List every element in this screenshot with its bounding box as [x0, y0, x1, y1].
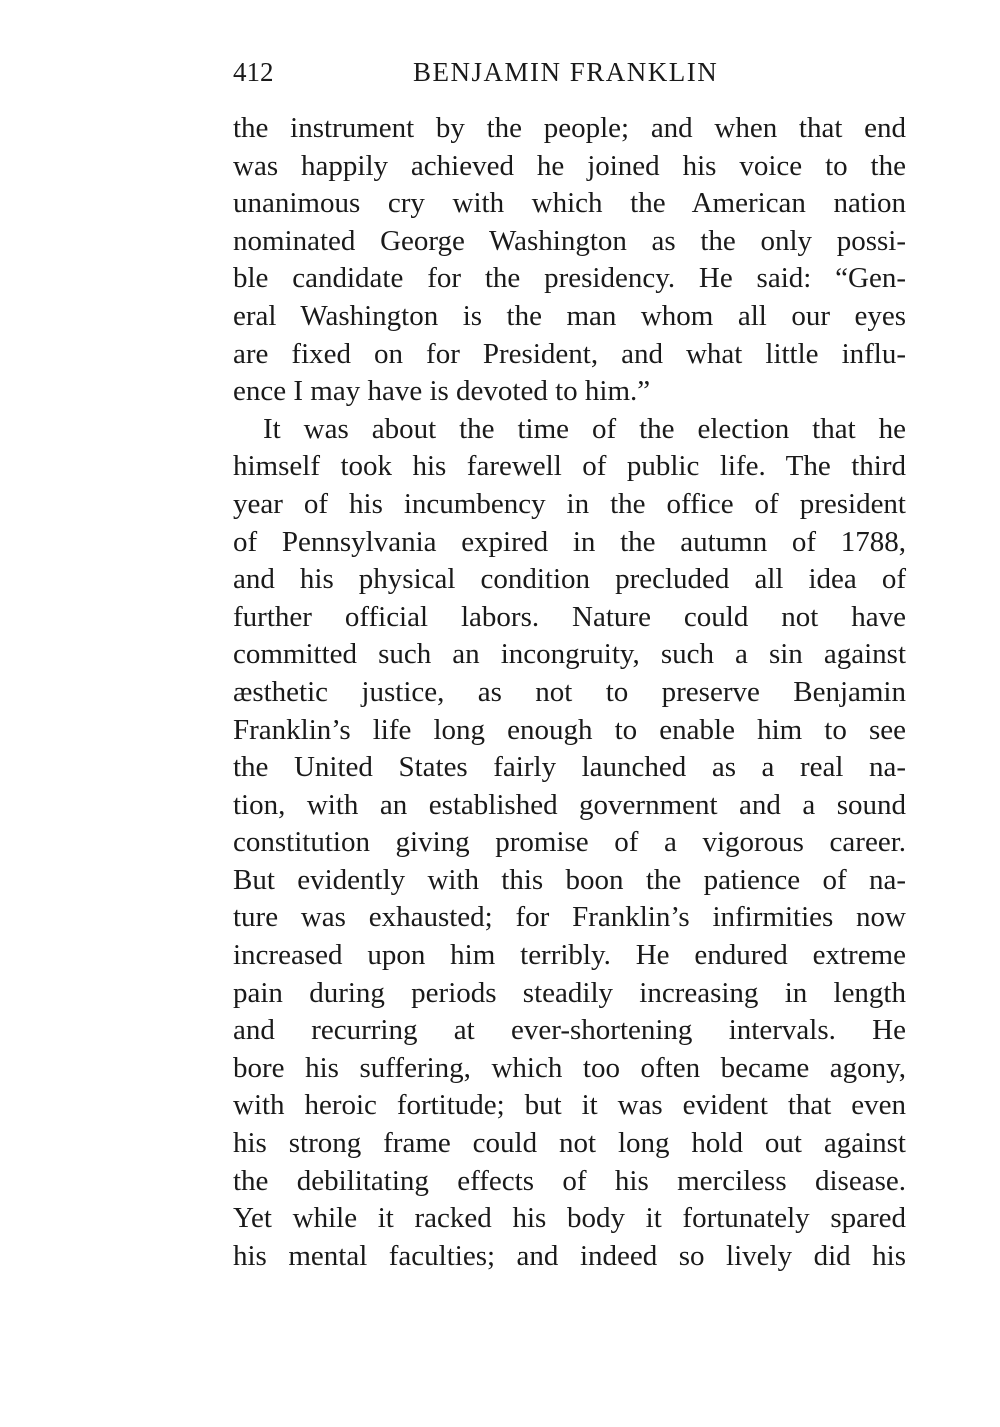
text-line: and his physical condition precluded all idea of: [233, 563, 906, 596]
paragraph-1: [233, 110, 906, 411]
text-line: ture was exhausted; for Franklin’s infirmities now: [233, 901, 906, 934]
text-line: eral Washington is the man whom all our eyes: [233, 299, 906, 332]
text-line: and recurring at ever-shortening intervals. He: [233, 1014, 906, 1047]
text-line: increased upon him terribly. He endured extreme: [233, 939, 906, 972]
text-line: his mental faculties; and indeed so lively did his: [233, 1239, 906, 1272]
text-line: Yet while it racked his body it fortunately spared: [233, 1202, 906, 1235]
text-line: was happily achieved he joined his voice to the: [233, 149, 906, 182]
text-line: with heroic fortitude; but it was evident that even: [233, 1089, 906, 1122]
text-line: ble candidate for the presidency. He said: “Gen-: [233, 262, 906, 295]
text-line: the United States fairly launched as a real na-: [233, 751, 906, 784]
text-line: But evidently with this boon the patience of na-: [233, 863, 906, 896]
text-line: Franklin’s life long enough to enable him to see: [233, 713, 906, 746]
text-line: It was about the time of the election that he: [263, 412, 906, 445]
text-line: committed such an incongruity, such a sin against: [233, 638, 906, 671]
text-line: his strong frame could not long hold out against: [233, 1127, 906, 1160]
running-title: BENJAMIN FRANKLIN: [413, 57, 719, 87]
text-line: nominated George Washington as the only possi-: [233, 224, 906, 257]
text-line: himself took his farewell of public life. The third: [233, 450, 906, 483]
text-line: æsthetic justice, as not to preserve Benjamin: [233, 675, 906, 708]
text-line: pain during periods steadily increasing in length: [233, 976, 906, 1009]
text-line: ence I may have is devoted to him.”: [233, 375, 651, 408]
running-head: [233, 52, 906, 92]
text-line: further official labors. Nature could not have: [233, 600, 906, 633]
text-line: tion, with an established government and a sound: [233, 788, 906, 821]
text-line: are fixed on for President, and what little influ-: [233, 337, 906, 370]
text-line: unanimous cry with which the American nation: [233, 187, 906, 220]
page-number: 412: [233, 57, 274, 87]
body-text: [233, 110, 906, 1275]
paragraph-2: [233, 411, 906, 1276]
text-line: the debilitating effects of his merciless disease.: [233, 1164, 906, 1197]
text-line: year of his incumbency in the office of president: [233, 487, 906, 520]
text-line: bore his suffering, which too often became agony,: [233, 1051, 906, 1084]
text-line: the instrument by the people; and when that end: [233, 112, 906, 144]
text-line: constitution giving promise of a vigorous career.: [233, 826, 906, 859]
text-line: of Pennsylvania expired in the autumn of 1788,: [233, 525, 906, 558]
